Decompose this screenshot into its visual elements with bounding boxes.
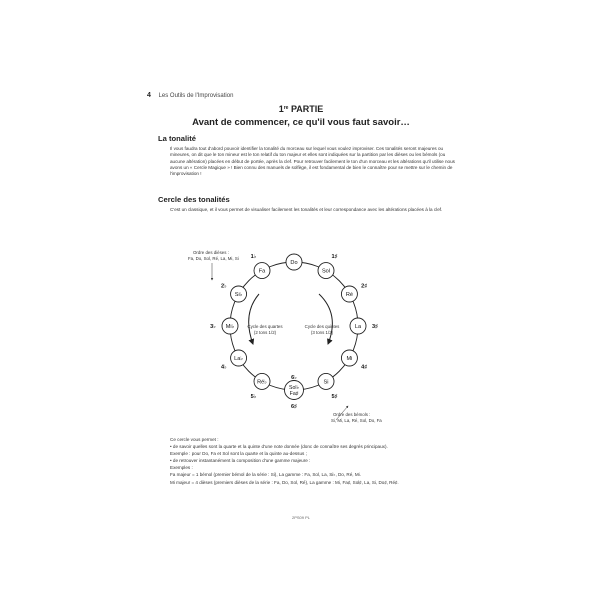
key-accidental-count: 4♭	[220, 364, 227, 371]
key-node-label: Do	[290, 260, 298, 266]
section-paragraph-cercle: C'est un classique, et il vous permet de visualiser facilement les tonalités et leur correspondance avec les altérations placées à la clef.	[170, 207, 443, 212]
key-nodes	[210, 254, 378, 410]
key-node	[251, 373, 270, 400]
usage-line: • de savoir quelles sont la quarte et la quinte d'une note donnée (donc de connaître ses degrés principaux).	[170, 444, 388, 450]
section-paragraph-tonalite: Il vous faudra tout d'abord pouvoir identifier la tonalité du morceau sur lequel vous voulez improviser. Ces tonalités seront majeures ou mineures, on dit que le ton mineur est le ton relatif du ton majeur et elles sont indiquées sur la partition par les dièses ou les bémols (ou aucune altération) placées en début de portée, après la clef. Pour retrouver facilement le ton d'un morceau et les altérations qu'il utilise nous avons un « Cercle Magique » ! Bien connu des manuels de solfège, il est fondamental de bien le connaître pour se mettre sur le chemin de l'improvisation !	[170, 146, 455, 177]
key-node-label: La♭	[234, 356, 244, 362]
cycle-right-label: Cycle des quintes	[304, 324, 340, 329]
key-node	[210, 318, 238, 334]
key-node-label: Sol	[321, 268, 331, 275]
key-accidental-count: 2♭	[220, 283, 227, 290]
key-node-label: Ré♭	[257, 379, 267, 386]
key-node	[221, 284, 247, 303]
usage-line: Exemples :	[170, 465, 193, 471]
cycle-left-label: Cycle des quartes	[247, 324, 283, 329]
cycle-left-sub: (2 tons 1/2)	[253, 330, 277, 335]
page-number: 4	[147, 92, 151, 99]
cycle-right-sub: (3 tons 1/2)	[310, 330, 334, 335]
order-sharps-title: Ordre des dièses :	[193, 250, 229, 255]
key-node	[285, 375, 304, 410]
key-node	[350, 318, 378, 334]
key-node-label: Fa♯	[289, 390, 299, 397]
key-node-label: Fa	[258, 268, 266, 275]
key-node	[221, 350, 247, 371]
order-sharps-list: Fa, Do, Sol, Ré, La, Mi, Si	[188, 256, 239, 261]
key-accidental-count: 5♯	[331, 394, 338, 401]
key-accidental-count: 6♭	[291, 375, 297, 381]
section-title-tonalite: La tonalité	[158, 134, 196, 143]
usage-line: Fa majeur = 1 bémol (premier bémol de la série : Si), La gamme : Fa, Sol, La, Si♭, Do, Ré, Mi.	[170, 472, 361, 478]
order-flats-title: Ordre des bémols :	[333, 412, 371, 417]
cycle-right-arrow	[319, 294, 332, 344]
key-accidental-count: 5♭	[250, 394, 257, 401]
key-node-label: Si	[323, 379, 329, 386]
key-accidental-count: 3♯	[372, 324, 378, 330]
key-node-label: Sol♭	[289, 384, 299, 391]
circle-usage-list	[170, 436, 460, 486]
book-title: Les Outils de l'Improvisation	[158, 93, 234, 99]
key-accidental-count: 1♯	[331, 253, 338, 260]
key-accidental-count: 2♯	[361, 283, 368, 290]
usage-title: Ce cercle vous permet :	[170, 437, 219, 442]
cycle-left-arrow	[249, 294, 259, 344]
key-accidental-count: 6♯	[291, 404, 297, 410]
usage-line: • de retrouver instantanément la composition d'une gamme majeure :	[170, 458, 311, 464]
key-node-label: Si♭	[234, 292, 243, 298]
key-node	[318, 254, 338, 279]
key-node	[341, 350, 367, 371]
usage-line: Mi majeur = 4 dièses (premiers dièses de la série : Fa, Do, Sol, Ré), La gamme : Mi, Fa♯, Sol♯, La, Si, Do♯, Ré♯.	[170, 479, 399, 485]
page-title: Avant de commencer, ce qu'il vous faut savoir…	[192, 117, 410, 128]
key-node	[251, 254, 270, 279]
key-node	[286, 254, 302, 270]
usage-line: Exemple : pour Do, Fa et Sol sont la quarte et la quinte au-dessus ;	[170, 451, 307, 457]
key-accidental-count: 3♭	[210, 324, 216, 330]
page-footer: 2PS09 PL	[291, 515, 310, 520]
section-title-cercle: Cercle des tonalités	[158, 195, 230, 204]
key-node-label: La	[354, 324, 362, 330]
key-node	[341, 284, 367, 303]
key-node-label: Mi	[346, 356, 353, 362]
key-accidental-count: 4♯	[361, 364, 368, 371]
key-accidental-count: 1♭	[250, 253, 257, 260]
book-page	[138, 88, 464, 524]
key-node-label: Ré	[345, 292, 354, 298]
key-node-label: Mi♭	[225, 324, 235, 330]
part-heading: 1re PARTIE	[278, 104, 324, 114]
key-node	[318, 373, 338, 400]
order-flats-list: Si, Mi, La, Ré, Sol, Do, Fa	[331, 418, 382, 423]
